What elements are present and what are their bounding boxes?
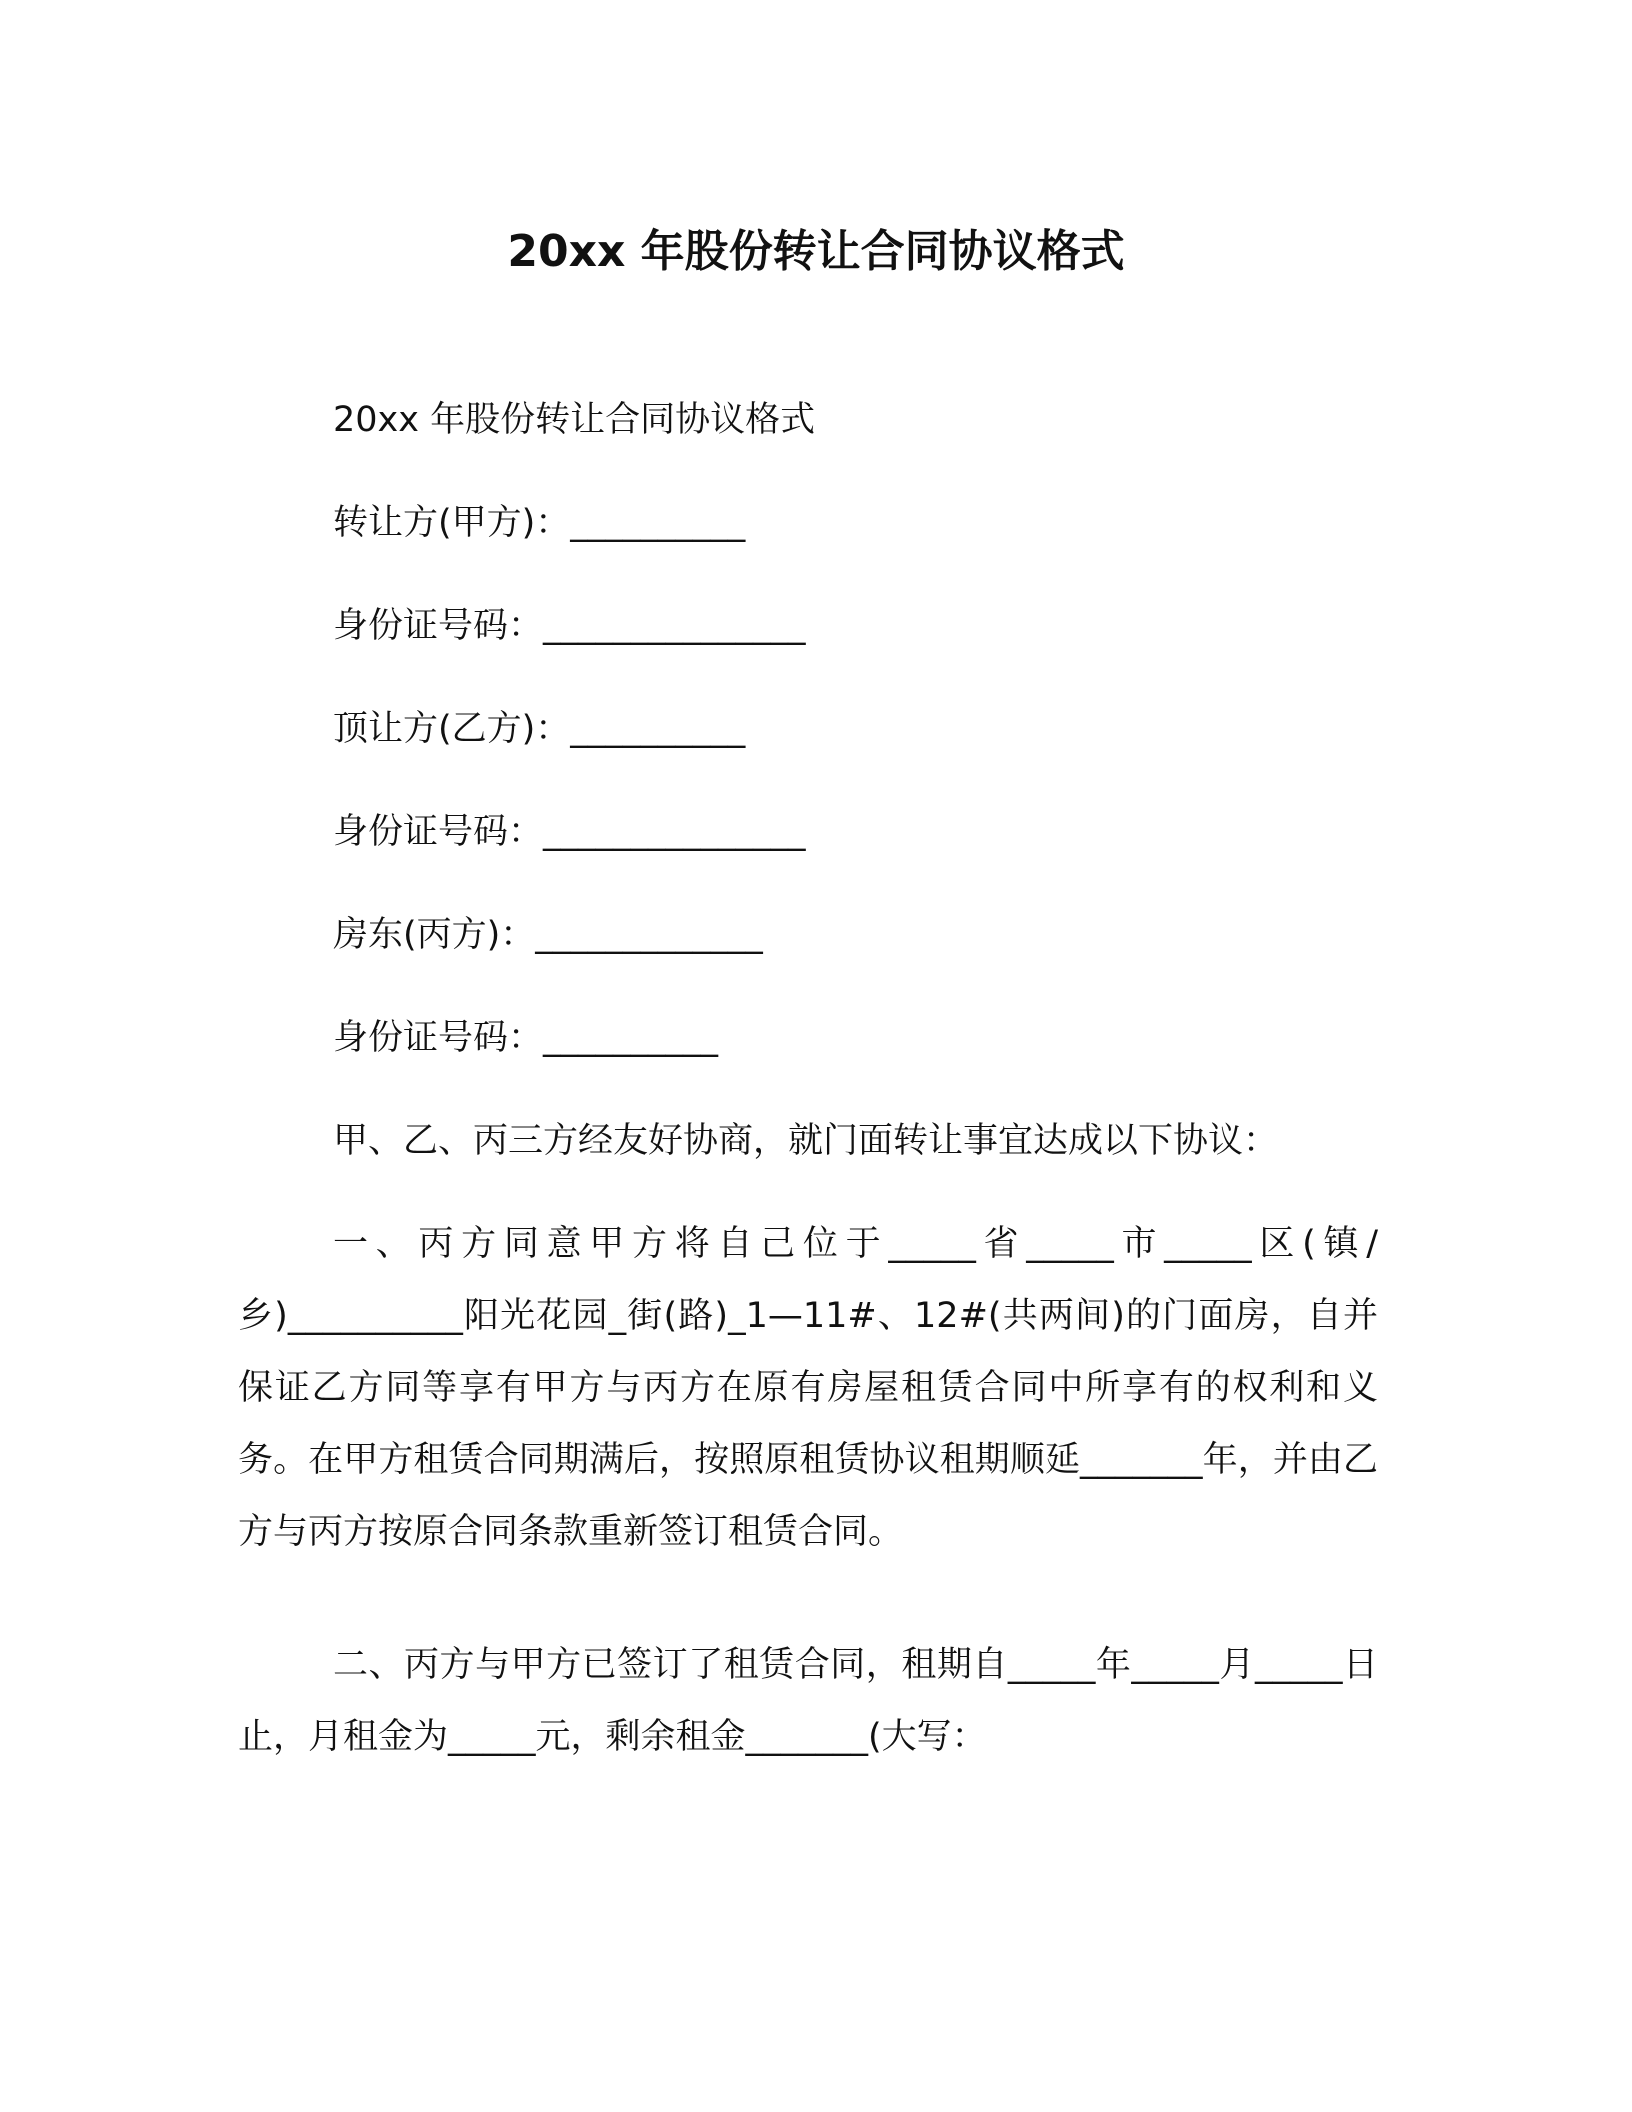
field-transferee: 顶让方(乙方)：__________ (333, 709, 746, 749)
field-landlord-id: 身份证号码：__________ (333, 1018, 719, 1058)
field-transferor-id: 身份证号码：_______________ (333, 606, 806, 646)
clause-2-paragraph: 二、丙方与甲方已签订了租赁合同，租期自_____年_____月_____日止，月租金为_____元，剩余租金_______(大写： (238, 1645, 1378, 1757)
field-transferee-id: 身份证号码：_______________ (333, 812, 806, 852)
field-landlord: 房东(丙方)：_____________ (333, 915, 763, 955)
document-title: 20xx 年股份转让合同协议格式 (507, 226, 1125, 277)
field-transferor: 转让方(甲方)：__________ (333, 503, 746, 543)
clause-1-paragraph: 一、丙方同意甲方将自己位于_____省_____市_____区(镇/乡)__________阳光花园_街(路)_1—11#、12#(共两间)的门面房，自并保证乙方同等享有甲方与丙方在原有房屋租赁合同中所享有的权利和义务。在甲方租赁合同期满后，按照原租赁协议租期顺延_______年，并由乙方与丙方按原合同条款重新签订租赁合同。 (238, 1224, 1378, 1552)
intro-paragraph: 甲、乙、丙三方经友好协商，就门面转让事宜达成以下协议： (333, 1121, 1279, 1161)
document-subtitle: 20xx 年股份转让合同协议格式 (333, 400, 816, 440)
